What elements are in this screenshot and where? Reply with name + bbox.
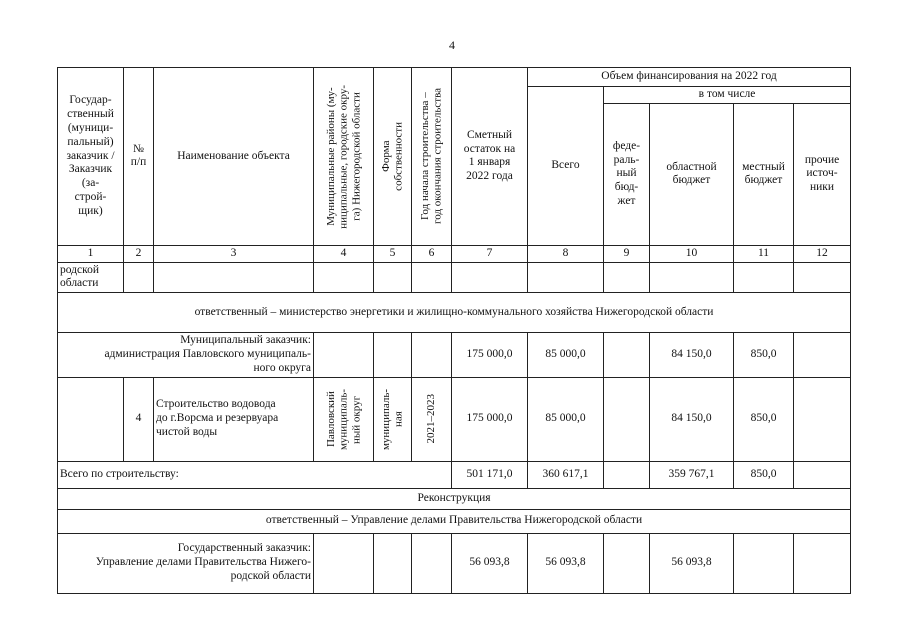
- responsible-energy: ответственный – министерство энергетики и жилищно-коммунального хозяйства Нижегородской области: [58, 293, 851, 333]
- table-row-state-customer: [58, 533, 851, 593]
- header-regional: областной бюджет: [650, 103, 734, 245]
- col-number: 6: [412, 245, 452, 262]
- header-estimate: Сметный остаток на 1 января 2022 года: [452, 68, 528, 246]
- header-customer: Государ- ственный (муници- пальный) заказчик / Заказчик (за- строй- щик): [58, 68, 124, 246]
- col-number: 5: [374, 245, 412, 262]
- mc-local: 850,0: [734, 333, 794, 377]
- responsible-admin: ответственный – Управление делами Правительства Нижегородской области: [58, 509, 851, 533]
- header-object-name: Наименование объекта: [154, 68, 314, 246]
- col-number: 4: [314, 245, 374, 262]
- sc-total: 56 093,8: [528, 533, 604, 593]
- table-row-carryover: [58, 262, 851, 293]
- sc-regional: 56 093,8: [650, 533, 734, 593]
- sc-estimate: 56 093,8: [452, 533, 528, 593]
- total-estimate: 501 171,0: [452, 461, 528, 488]
- object-total: 85 000,0: [528, 377, 604, 461]
- mc-total: 85 000,0: [528, 333, 604, 377]
- table-row-municipal-customer: [58, 333, 851, 377]
- column-numbers-row: [58, 245, 851, 262]
- col-number: 9: [604, 245, 650, 262]
- table-row-responsible-energy: [58, 293, 851, 333]
- total-regional: 359 767,1: [650, 461, 734, 488]
- object-estimate: 175 000,0: [452, 377, 528, 461]
- state-customer: Государственный заказчик: Управление делами Правительства Нижего- родской области: [58, 533, 314, 593]
- financing-table: [57, 67, 851, 594]
- object-years: 2021–2023: [412, 377, 452, 461]
- object-regional: 84 150,0: [650, 377, 734, 461]
- reconstruction-heading: Реконструкция: [58, 488, 851, 509]
- municipal-customer: Муниципальный заказчик: администрация Павловского муниципаль- ного округа: [58, 333, 314, 377]
- header-number: № п/п: [124, 68, 154, 246]
- mc-regional: 84 150,0: [650, 333, 734, 377]
- col-number: 8: [528, 245, 604, 262]
- table-row-reconstruction: [58, 488, 851, 509]
- header-local: местный бюджет: [734, 103, 794, 245]
- col-number: 12: [794, 245, 851, 262]
- table-row-responsible-admin: [58, 509, 851, 533]
- object-number: 4: [124, 377, 154, 461]
- object-ownership: муниципаль- ная: [374, 377, 412, 461]
- col-number: 3: [154, 245, 314, 262]
- header-row-1: [58, 68, 851, 87]
- col-number: 11: [734, 245, 794, 262]
- total-total: 360 617,1: [528, 461, 604, 488]
- header-federal: феде- раль- ный бюд- жет: [604, 103, 650, 245]
- total-label: Всего по строительству:: [58, 461, 452, 488]
- col-number: 2: [124, 245, 154, 262]
- table-row-total: [58, 461, 851, 488]
- page-number: 4: [449, 38, 455, 52]
- header-years: Год начала строительства – год окончания строительства: [412, 68, 452, 246]
- col-number: 7: [452, 245, 528, 262]
- header-ownership: Форма собственности: [374, 68, 412, 246]
- object-name: Строительство водовода до г.Ворсма и резервуара чистой воды: [154, 377, 314, 461]
- col-number: 10: [650, 245, 734, 262]
- mc-estimate: 175 000,0: [452, 333, 528, 377]
- header-other: прочие источ- ники: [794, 103, 851, 245]
- object-district: Павловский муниципаль- ный округ: [314, 377, 374, 461]
- header-district: Муниципальные районы (му- ниципальные, городские окру- га) Нижегородской области: [314, 68, 374, 246]
- total-local: 850,0: [734, 461, 794, 488]
- table-row-object: [58, 377, 851, 461]
- carryover-text: родской области: [58, 262, 124, 293]
- header-total: Всего: [528, 87, 604, 246]
- header-financing: Объем финансирования на 2022 год: [528, 68, 851, 87]
- header-including: в том числе: [604, 87, 851, 104]
- object-local: 850,0: [734, 377, 794, 461]
- col-number: 1: [58, 245, 124, 262]
